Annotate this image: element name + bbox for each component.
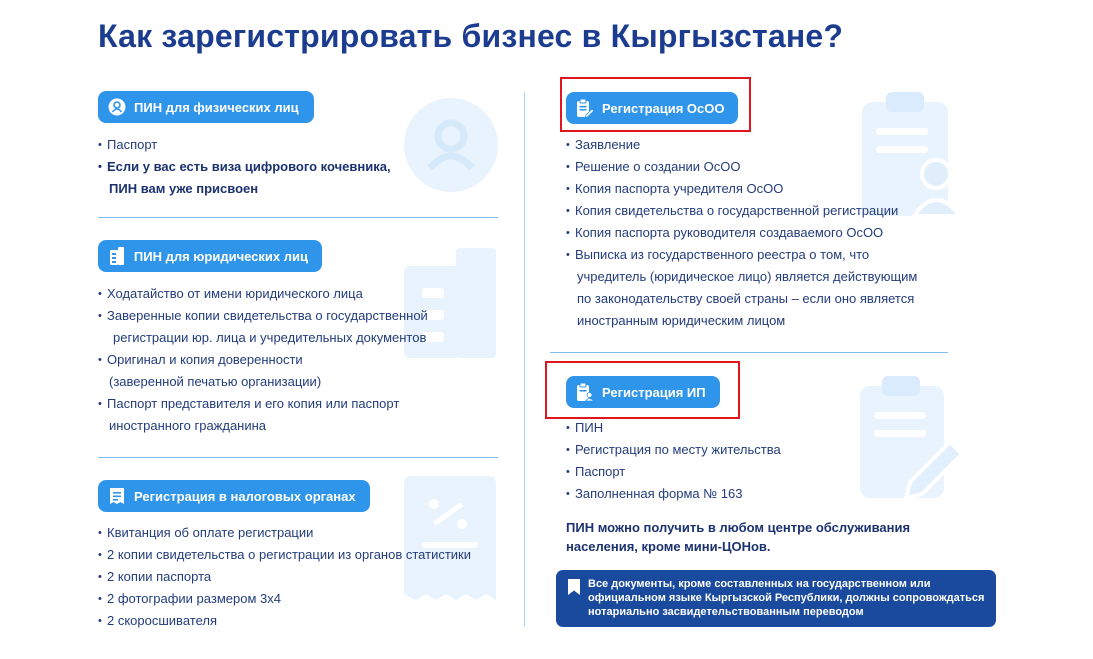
person-badge-icon	[108, 98, 126, 116]
tax-registration-list	[98, 522, 471, 632]
list-item: • Оригинал и копия доверенности (заверенной печатью организации)	[98, 349, 428, 393]
list-item: • 2 копии свидетельства о регистрации из органов статистики	[98, 544, 471, 566]
osoo-highlight-box	[560, 77, 751, 132]
list-item: • Копия паспорта учредителя ОсОО	[566, 178, 917, 200]
list-item: • Если у вас есть виза цифрового кочевника, ПИН вам уже присвоен	[98, 156, 391, 200]
tax-registration-label: Регистрация в налоговых органах	[134, 488, 356, 504]
person-watermark-icon	[404, 98, 498, 192]
pin-individuals-list	[98, 134, 391, 200]
pin-legal-header	[98, 240, 322, 272]
list-item: • Паспорт представителя и его копия или паспорт иностранного гражданина	[98, 393, 428, 437]
osoo-registration-list	[566, 134, 917, 332]
list-item: • Решение о создании ОсОО	[566, 156, 917, 178]
list-item: • ПИН	[566, 417, 781, 439]
list-item: • Заполненная форма № 163	[566, 483, 781, 505]
list-item: • Паспорт	[98, 134, 391, 156]
list-item: • Копия свидетельства о государственной регистрации	[566, 200, 917, 222]
section-divider	[98, 217, 498, 218]
list-item: • Заверенные копии свидетельства о государственной регистрации юр. лица и учредительных документов	[98, 305, 428, 349]
clipboard-pen-watermark-icon	[860, 376, 964, 502]
bookmark-icon	[568, 579, 580, 595]
pin-legal-label: ПИН для юридических лиц	[133, 248, 308, 264]
ip-registration-label: Регистрация ИП	[602, 384, 706, 400]
ip-highlight-box	[545, 361, 740, 419]
section-divider	[550, 352, 948, 353]
building-icon	[108, 247, 126, 265]
tax-document-icon	[108, 487, 126, 505]
column-divider	[524, 92, 525, 626]
pin-individuals-label: ПИН для физических лиц	[134, 99, 299, 115]
osoo-registration-label: Регистрация ОсОО	[602, 100, 725, 116]
page-title: Как зарегистрировать бизнес в Кыргызстане?	[98, 18, 844, 54]
tax-registration-header	[98, 480, 370, 512]
list-item: • Квитанция об оплате регистрации	[98, 522, 471, 544]
pin-legal-list	[98, 283, 428, 437]
list-item: • Заявление	[566, 134, 917, 156]
list-item: • Ходатайство от имени юридического лица	[98, 283, 428, 305]
list-item: • 2 фотографии размером 3x4	[98, 588, 471, 610]
list-item: • Паспорт	[566, 461, 781, 483]
pin-note: ПИН можно получить в любом центре обслуживания населения, кроме мини-ЦОНов.	[566, 520, 911, 554]
list-item: • Выписка из государственного реестра о том, что учредитель (юридическое лицо) является действующим по законодательству своей страны – если оно является иностранным юридическим лицом	[566, 244, 917, 332]
list-item: • Копия паспорта руководителя создаваемого ОсОО	[566, 222, 917, 244]
list-item: • 2 копии паспорта	[98, 566, 471, 588]
section-divider	[98, 457, 498, 458]
list-item: • 2 скоросшивателя	[98, 610, 471, 632]
translation-notice-banner: Все документы, кроме составленных на государственном или официальном языке Кыргызской Республики, должны сопровождаться нотариально засвидетельствованным переводом	[556, 570, 996, 627]
list-item: • Регистрация по месту жительства	[566, 439, 781, 461]
ip-registration-list	[566, 417, 781, 505]
pin-individuals-header	[98, 91, 314, 123]
